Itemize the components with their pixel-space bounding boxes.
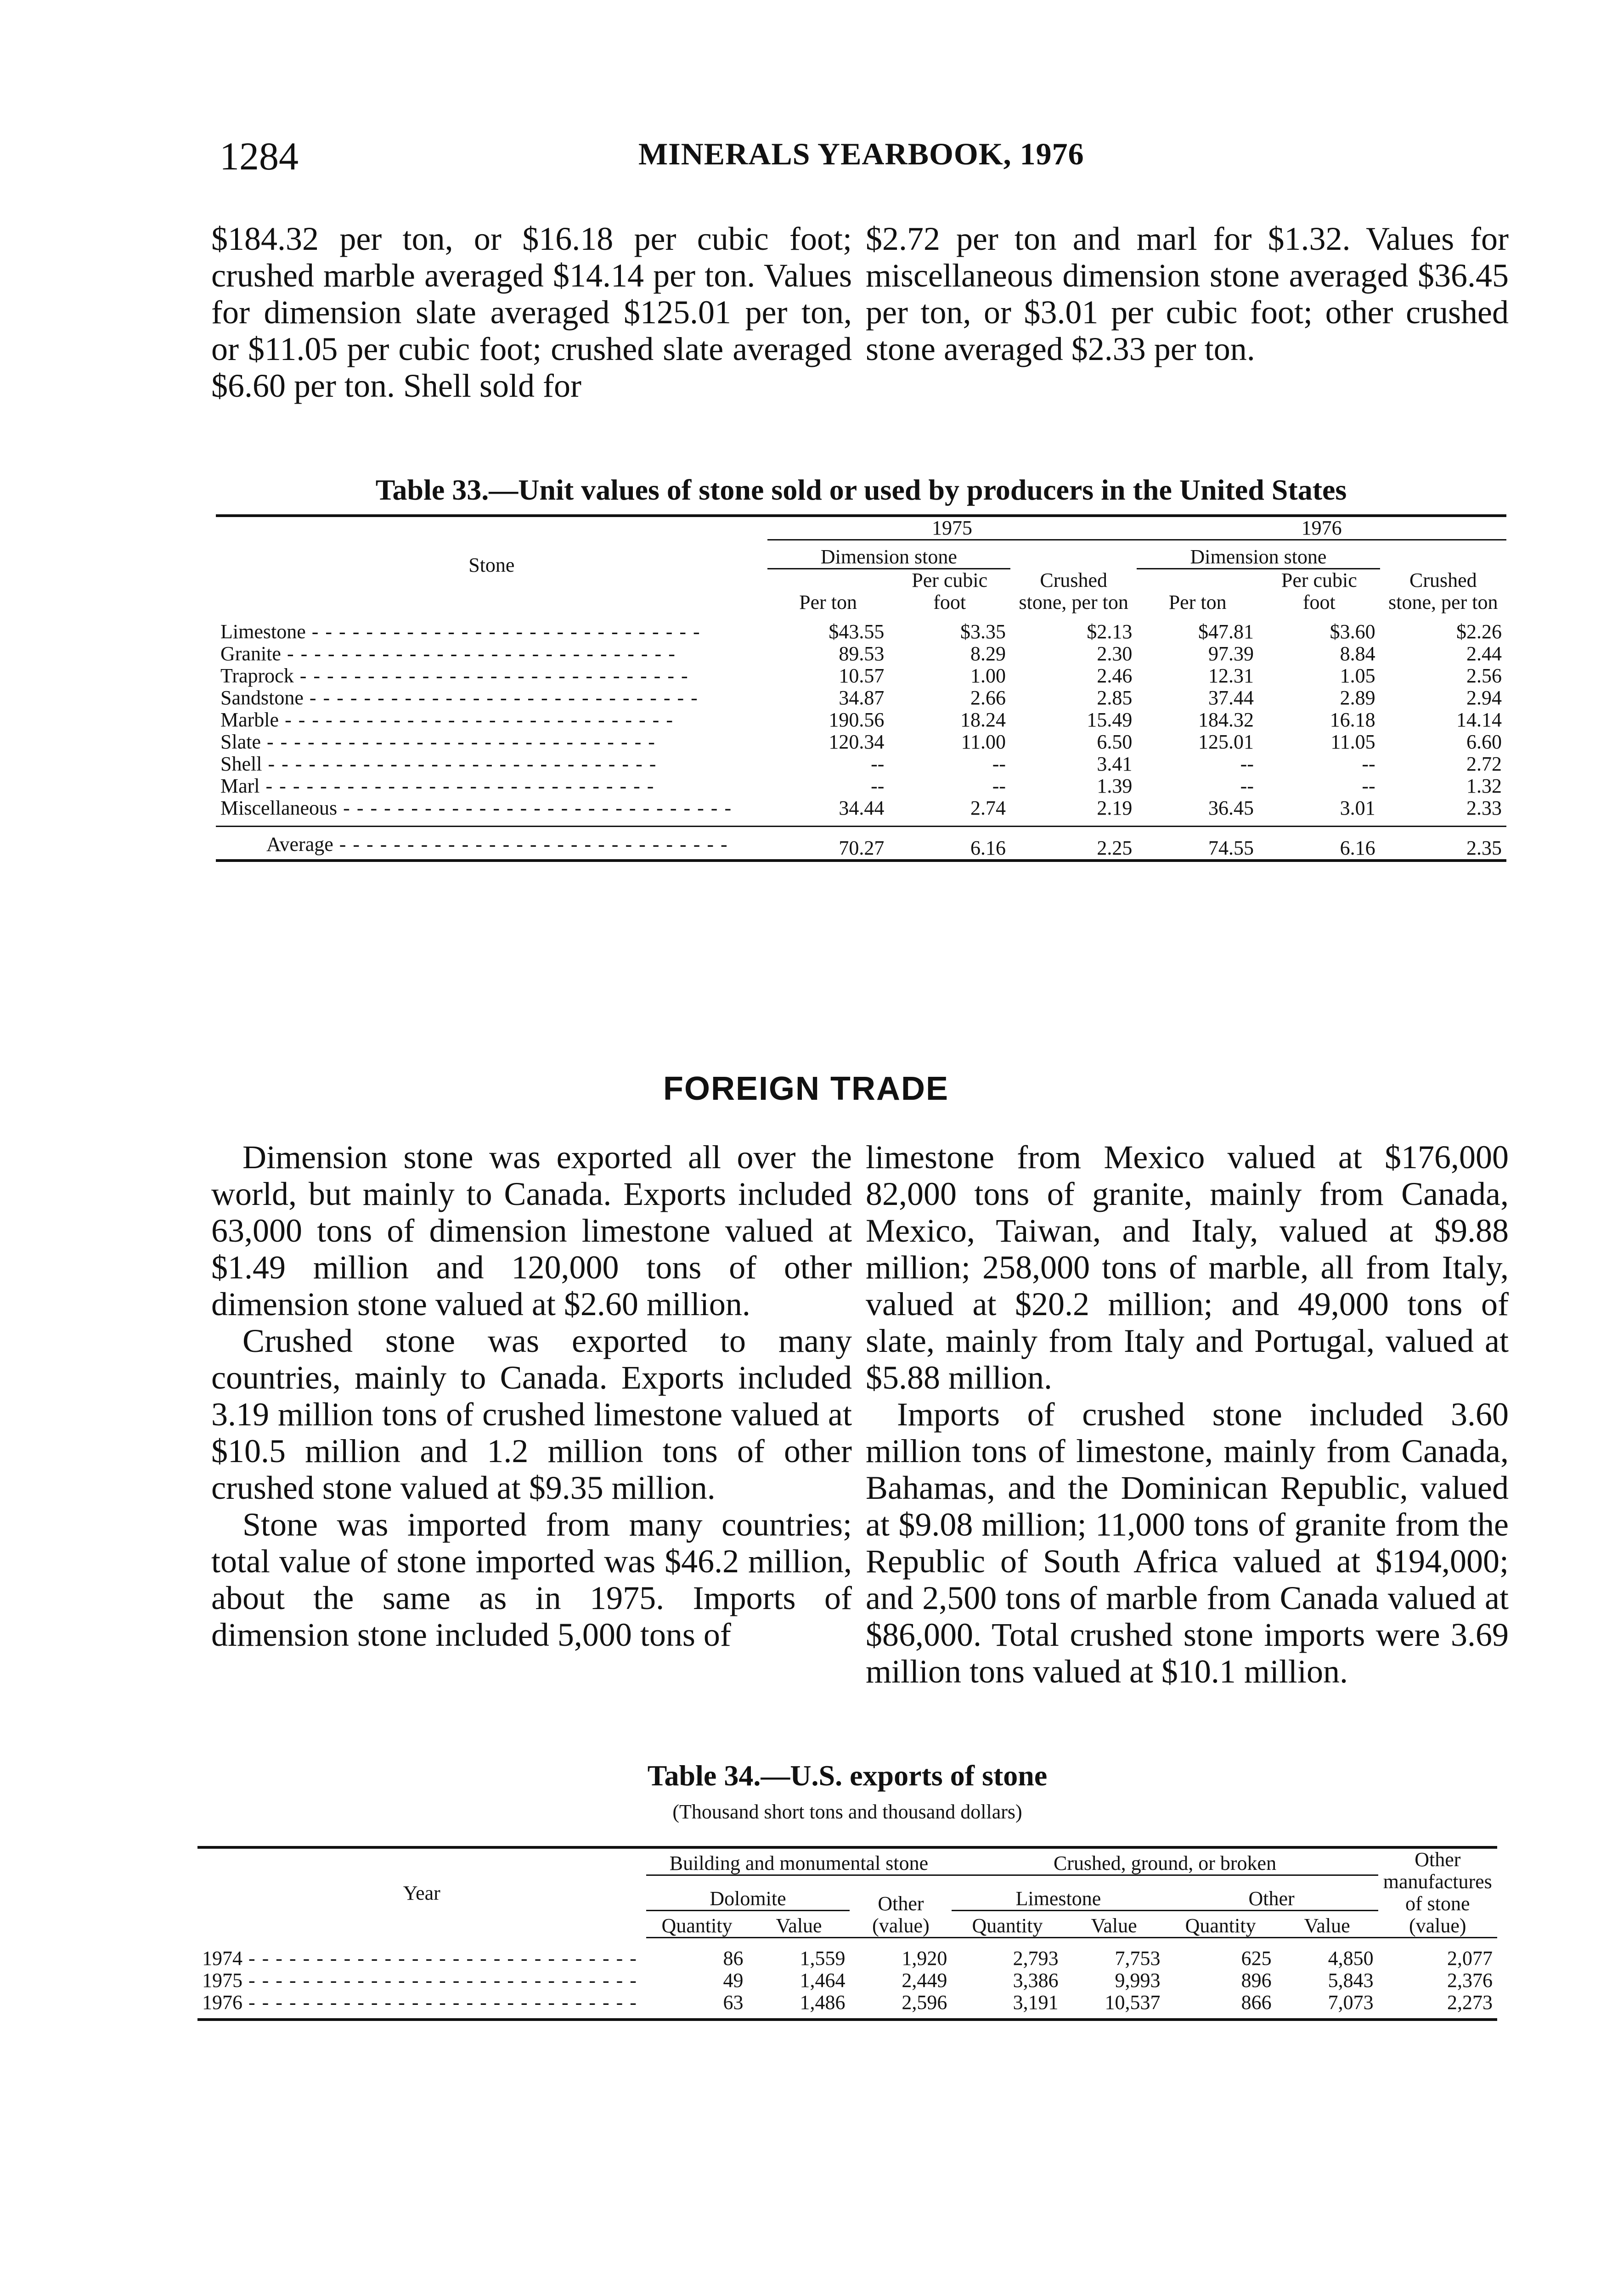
table34 xyxy=(197,1846,1497,2021)
running-title: MINERALS YEARBOOK, 1976 xyxy=(638,136,1084,171)
table34-header-building: Building and monumental stone xyxy=(646,1847,952,1875)
table33-stone-label: Marl - - - xyxy=(216,775,767,797)
table34-header-quantity: Quantity xyxy=(646,1911,748,1938)
table33-header-per-cubic-foot-1975: Per cubic foot xyxy=(912,569,988,613)
table33-cell: 125.01 xyxy=(1198,731,1254,753)
table33-row xyxy=(216,643,1506,665)
table34-cell: 7,073 xyxy=(1276,1992,1378,2020)
table33-cell: 6.50 xyxy=(1097,731,1133,753)
table33-cell: 120.34 xyxy=(829,731,885,753)
table34-cell: 866 xyxy=(1165,1992,1276,2020)
table33-header-per-ton-1975: Per ton xyxy=(799,591,857,613)
table34-cell: 896 xyxy=(1241,1969,1272,1992)
table33-cell: -- xyxy=(992,753,1006,775)
table34-header-manufactures: Other manufactures of stone (value) xyxy=(1378,1847,1497,1938)
table33-cell: 34.87 xyxy=(839,687,885,709)
table33-cell: 12.31 xyxy=(1208,664,1254,687)
table33-cell: -- xyxy=(1240,753,1254,775)
table33-header-stone: Stone xyxy=(216,516,767,613)
table33-cell: 14.14 xyxy=(1456,709,1502,731)
table33-cell: 1.39 xyxy=(1097,775,1133,797)
table33-row xyxy=(216,775,1506,797)
table34-cell: 2,376 xyxy=(1447,1969,1493,1992)
page-header xyxy=(0,133,1612,184)
table34-header-quantity: Quantity xyxy=(952,1911,1063,1938)
table34-header-crushed: Crushed, ground, or broken xyxy=(952,1847,1378,1875)
table33-row xyxy=(216,613,1506,643)
table33-cell: 89.53 xyxy=(839,642,885,665)
table33-stone-label: Limestone - - - xyxy=(216,613,767,643)
foreign-trade-left-column xyxy=(211,1139,852,1653)
table33-header-row-1 xyxy=(216,516,1506,540)
table34-header-other-value: Other (value) xyxy=(850,1875,952,1938)
table33-cell: 15.49 xyxy=(1087,709,1133,731)
table34-header-quantity: Quantity xyxy=(1165,1911,1276,1938)
table33-average-row xyxy=(216,827,1506,861)
table33-cell: -- xyxy=(871,775,885,797)
table33-stone-label: Marble - - - xyxy=(216,709,767,731)
table34-cell: 9,993 xyxy=(1115,1969,1161,1992)
table34-cell: 49 xyxy=(723,1969,744,1992)
table34-cell: 1,920 xyxy=(902,1947,947,1970)
intro-right-text: $2.72 per ton and marl for $1.32. Values for miscellaneous dimension stone averaged $36.45 per ton, or $3.01 per cubic foot; other crushed stone averaged $2.33 per ton. xyxy=(866,220,1509,367)
table34-cell: 2,596 xyxy=(850,1992,952,2020)
foreign-trade-paragraph: limestone from Mexico valued at $176,000 82,000 tons of granite, mainly from Canada, Mexico, Taiwan, and Italy, valued at $9.88 million; 258,000 tons of marble, all from Italy, valued at $20.2 million; and 49,000 tons of slate, mainly from Italy and Portugal, valued at $5.88 million. xyxy=(866,1139,1509,1396)
table34-title: Table 34.—U.S. exports of stone xyxy=(647,1759,1048,1792)
table33-cell: 2.19 xyxy=(1097,797,1133,819)
table34-body xyxy=(197,1938,1497,2020)
table33-row xyxy=(216,665,1506,687)
table33-average-cell: 70.27 xyxy=(767,827,889,861)
table33-average-cell: 74.55 xyxy=(1137,827,1258,861)
table34-cell: 63 xyxy=(646,1992,748,2020)
table33-cell: 2.94 xyxy=(1466,687,1502,709)
table33-header-crushed-1976: Crushed stone, per ton xyxy=(1388,569,1498,613)
table33-cell: $2.13 xyxy=(1087,620,1133,643)
table34-row xyxy=(197,1992,1497,2020)
table33-row xyxy=(216,797,1506,827)
table33-cell: $3.60 xyxy=(1330,620,1375,643)
table34-cell: 3,386 xyxy=(1013,1969,1059,1992)
table33 xyxy=(216,514,1506,862)
table33-average-cell: 2.35 xyxy=(1380,827,1506,861)
table33-cell: 2.30 xyxy=(1097,642,1133,665)
table34-cell: 1,559 xyxy=(800,1947,845,1970)
table33-cell: 36.45 xyxy=(1208,797,1254,819)
table33-header-dimension-1975: Dimension stone xyxy=(767,540,1010,569)
table33-header-dimension-1976: Dimension stone xyxy=(1137,540,1380,569)
table33-row xyxy=(216,687,1506,709)
table33-cell: 184.32 xyxy=(1198,709,1254,731)
table33-cell: 2.46 xyxy=(1097,664,1133,687)
table33-cell: 97.39 xyxy=(1208,642,1254,665)
table33-cell: 2.44 xyxy=(1466,642,1502,665)
table33-cell: -- xyxy=(1362,753,1375,775)
table33-cell: 8.29 xyxy=(970,642,1006,665)
table33-cell: 3.01 xyxy=(1340,797,1375,819)
table33-cell: 11.05 xyxy=(1330,731,1375,753)
table33-cell: $43.55 xyxy=(829,620,885,643)
table33-cell: 37.44 xyxy=(1208,687,1254,709)
table33-cell: 1.32 xyxy=(1466,775,1502,797)
table33-cell: 2.74 xyxy=(970,797,1006,819)
table33-row xyxy=(216,753,1506,775)
table34-cell: 7,753 xyxy=(1115,1947,1161,1970)
table33-header-per-ton-1976: Per ton xyxy=(1168,591,1227,613)
foreign-trade-paragraph: Stone was imported from many countries; total value of stone imported was $46.2 million, about the same as in 1975. Imports of dimension stone included 5,000 tons of xyxy=(211,1506,852,1653)
table33-cell: 6.60 xyxy=(1466,731,1502,753)
table34-cell: 5,843 xyxy=(1328,1969,1374,1992)
table33-average-label: Average - - - xyxy=(216,827,767,861)
table33-cell: -- xyxy=(1240,775,1254,797)
table33-cell: 1.00 xyxy=(970,664,1006,687)
table33-cell: $2.26 xyxy=(1456,620,1502,643)
table33-cell: 10.57 xyxy=(839,664,885,687)
table34-header-dolomite: Dolomite xyxy=(646,1875,850,1911)
section-heading-foreign-trade: FOREIGN TRADE xyxy=(663,1070,949,1107)
intro-left-column xyxy=(211,220,852,404)
foreign-trade-right-column xyxy=(866,1139,1509,1690)
table33-average-cell: 6.16 xyxy=(889,827,1010,861)
table34-header-row-1 xyxy=(197,1847,1497,1875)
table33-stone-label: Sandstone - - - xyxy=(216,687,767,709)
table33-cell: -- xyxy=(871,753,885,775)
table34-cell: 2,449 xyxy=(902,1969,947,1992)
table34-year-label: 1976 - - - xyxy=(197,1992,646,2020)
table33-stone-label: Slate - - - xyxy=(216,731,767,753)
table34-header-value: Value xyxy=(1276,1911,1378,1938)
table33-row xyxy=(216,731,1506,753)
table33-cell: 11.00 xyxy=(961,731,1006,753)
table34-cell: 86 xyxy=(723,1947,744,1970)
table33-cell: 2.72 xyxy=(1466,753,1502,775)
table33-cell: 3.41 xyxy=(1097,753,1133,775)
table34-cell: 1,486 xyxy=(748,1992,850,2020)
table34-row xyxy=(197,1938,1497,1970)
foreign-trade-paragraph: Imports of crushed stone included 3.60 million tons of limestone, mainly from Canada, Bahamas, and the Dominican Republic, valued at $9.08 million; 11,000 tons of granite from the Republic of South Africa valued at $194,000; and 2,500 tons of marble from Canada valued at $86,000. Total crushed stone imports were 3.69 million tons valued at $10.1 million. xyxy=(866,1396,1509,1690)
foreign-trade-paragraph: Dimension stone was exported all over the world, but mainly to Canada. Exports included 63,000 tons of dimension limestone valued at $1.49 million and 120,000 tons of other dimension stone valued at $2.60 million. xyxy=(211,1139,852,1322)
table33-title: Table 33.—Unit values of stone sold or used by producers in the United States xyxy=(375,473,1347,506)
table33-cell: $47.81 xyxy=(1198,620,1254,643)
foreign-trade-paragraph: Crushed stone was exported to many countries, mainly to Canada. Exports included 3.19 million tons of crushed limestone valued at $10.5 million and 1.2 million tons of other crushed stone valued at $9.35 million. xyxy=(211,1322,852,1506)
table33-stone-label: Traprock - - - xyxy=(216,665,767,687)
table33-row xyxy=(216,709,1506,731)
table33-cell: 16.18 xyxy=(1330,709,1375,731)
table33-cell: 190.56 xyxy=(829,709,885,731)
table33-header-year-1975: 1975 xyxy=(767,516,1137,540)
table33-header-year-1976: 1976 xyxy=(1137,516,1506,540)
table34-subtitle: (Thousand short tons and thousand dollars) xyxy=(672,1801,1022,1823)
table33-cell: 1.05 xyxy=(1340,664,1375,687)
table33-cell: $3.35 xyxy=(960,620,1006,643)
table33-cell: 18.24 xyxy=(960,709,1006,731)
table33-cell: 8.84 xyxy=(1340,642,1375,665)
table34-row xyxy=(197,1970,1497,1992)
table34-cell: 2,273 xyxy=(1378,1992,1497,2020)
table34-header-limestone: Limestone xyxy=(952,1875,1165,1911)
table33-cell: 2.33 xyxy=(1466,797,1502,819)
table34-header-other: Other xyxy=(1165,1875,1378,1911)
page-number: 1284 xyxy=(220,134,299,178)
table33-cell: -- xyxy=(992,775,1006,797)
table34-year-label: 1975 - - - xyxy=(197,1970,646,1992)
table33-stone-label: Miscellaneous - - - xyxy=(216,797,767,827)
intro-right-column xyxy=(866,220,1509,367)
table33-average-cell: 2.25 xyxy=(1010,827,1137,861)
table33-cell: 34.44 xyxy=(839,797,885,819)
table34-cell: 10,537 xyxy=(1063,1992,1165,2020)
table34-cell: 2,793 xyxy=(1013,1947,1059,1970)
table33-stone-label: Shell - - - xyxy=(216,753,767,775)
table33-cell: 2.85 xyxy=(1097,687,1133,709)
table34-cell: 4,850 xyxy=(1328,1947,1374,1970)
table33-header-per-cubic-foot-1976: Per cubic foot xyxy=(1281,569,1357,613)
table33-cell: -- xyxy=(1362,775,1375,797)
table34-header-value: Value xyxy=(748,1911,850,1938)
table33-header-crushed-1975: Crushed stone, per ton xyxy=(1019,569,1128,613)
table34-header-value: Value xyxy=(1063,1911,1165,1938)
table34-cell: 625 xyxy=(1241,1947,1272,1970)
table34-cell: 2,077 xyxy=(1447,1947,1493,1970)
table34-header-year: Year xyxy=(197,1847,646,1938)
table34-cell: 1,464 xyxy=(800,1969,845,1992)
intro-left-text: $184.32 per ton, or $16.18 per cubic foot; crushed marble averaged $14.14 per ton. Values for dimension slate averaged $125.01 per ton, or $11.05 per cubic foot; crushed slate averaged $6.60 per ton. Shell sold for xyxy=(211,220,852,404)
table33-body xyxy=(216,613,1506,827)
table33-cell: 2.56 xyxy=(1466,664,1502,687)
table33-stone-label: Granite - - - xyxy=(216,643,767,665)
table34-year-label: 1974 - - - xyxy=(197,1938,646,1970)
table33-cell: 2.66 xyxy=(970,687,1006,709)
table33-average-cell: 6.16 xyxy=(1258,827,1380,861)
table34-cell: 3,191 xyxy=(952,1992,1063,2020)
table33-cell: 2.89 xyxy=(1340,687,1375,709)
